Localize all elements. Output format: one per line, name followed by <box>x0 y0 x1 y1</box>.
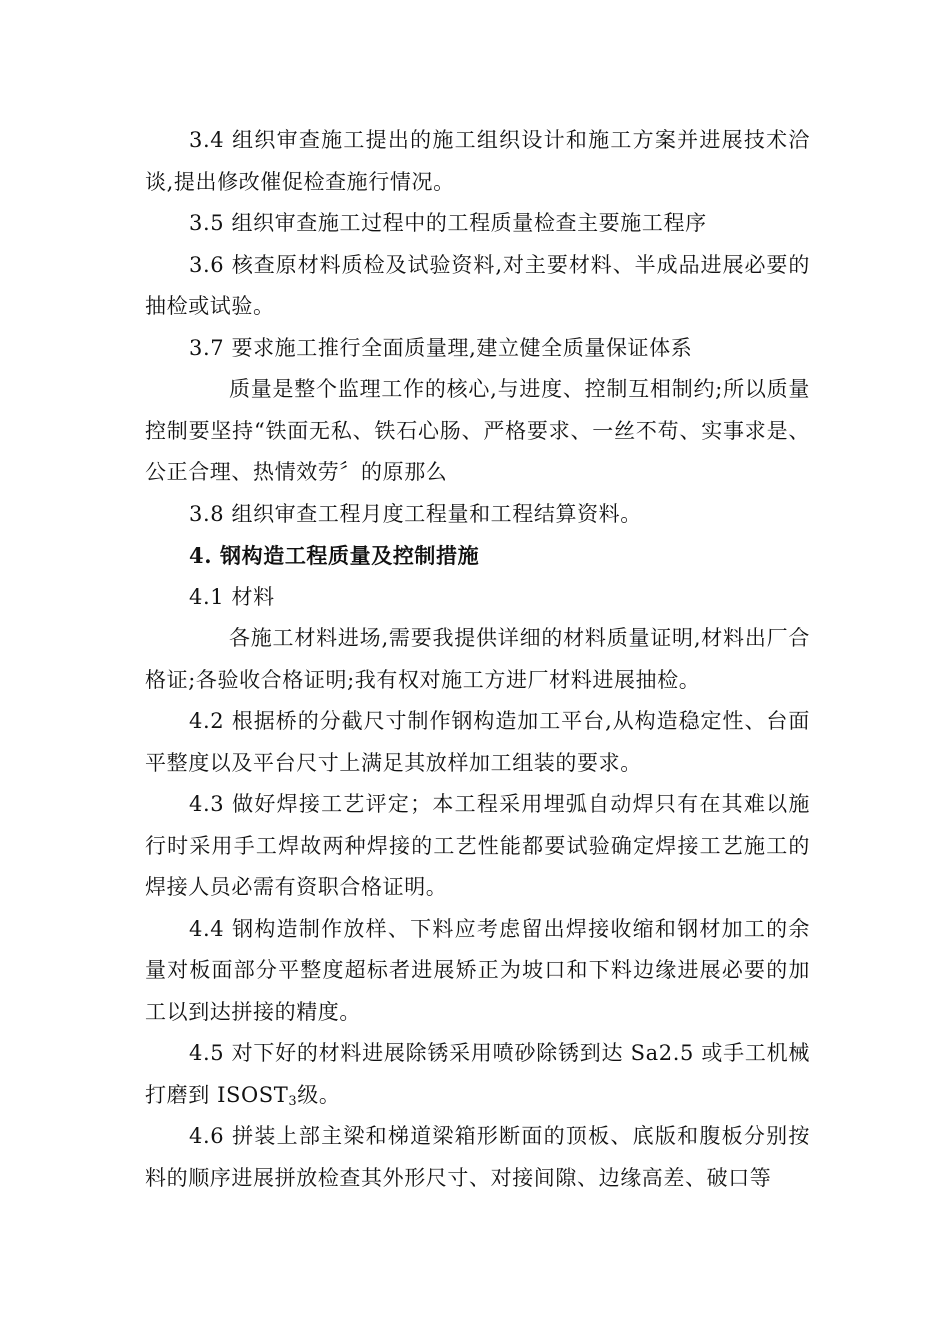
paragraph-materials: 各施工材料进场,需要我提供详细的材料质量证明,材料出厂合格证;各验收合格证明;我有权对施工方进厂材料进展抽检。 <box>145 626 810 692</box>
paragraph-3-7: 3.7 要求施工推行全面质量理,建立健全质量保证体系 <box>189 335 693 360</box>
paragraph-4-5-text: 4.5 对下好的材料进展除锈采用喷砂除锈到达 Sa2.5 或手工机械打磨到 ISOST <box>145 1041 810 1107</box>
paragraph-3-5: 3.5 组织审查施工过程中的工程质量检查主要施工程序 <box>189 211 707 235</box>
paragraph-4-3: 4.3 做好焊接工艺评定；本工程采用埋弧自动焊只有在其难以施行时采用手工焊故两种焊接的工艺性能都要试验确定焊接工艺施工的焊接人员必需有资职合格证明。 <box>145 792 810 899</box>
paragraph-3-4: 3.4 组织审查施工提出的施工组织设计和施工方案并进展技术洽谈,提出修改催促检查施行情况。 <box>145 128 810 194</box>
subscript-grade: 3 <box>288 1093 298 1109</box>
paragraph-3-8: 3.8 组织审查工程月度工程量和工程结算资料。 <box>189 501 642 526</box>
subheading-4-1: 4.1 材料 <box>189 584 275 609</box>
paragraph-quality-core: 质量是整个监理工作的核心,与进度、控制互相制约;所以质量控制要坚持“铁面无私、铁石心肠、严格要求、一丝不苟、实事求是、公正合理、热情效劳〞的原那么 <box>145 377 810 484</box>
paragraph-4-5-suffix: 级。 <box>297 1082 341 1107</box>
paragraph-4-2: 4.2 根据桥的分截尺寸制作钢构造加工平台,从构造稳定性、台面平整度以及平台尺寸上满足其放样加工组装的要求。 <box>145 709 810 775</box>
paragraph-4-6: 4.6 拼装上部主梁和梯道梁箱形断面的顶板、底版和腹板分别按料的顺序进展拼放检查其外形尺寸、对接间隙、边缘高差、破口等 <box>145 1124 810 1190</box>
section-heading-4: 4. 钢构造工程质量及控制措施 <box>189 543 480 568</box>
document-body <box>145 120 810 1199</box>
paragraph-4-4: 4.4 钢构造制作放样、下料应考虑留出焊接收缩和钢材加工的余量对板面部分平整度超标者进展矫正为坡口和下料边缘进展必要的加工以到达拼接的精度。 <box>145 916 810 1024</box>
paragraph-4-5 <box>145 1033 810 1116</box>
paragraph-3-6: 3.6 核查原材料质检及试验资料,对主要材料、半成品进展必要的抽检或试验。 <box>145 252 810 318</box>
